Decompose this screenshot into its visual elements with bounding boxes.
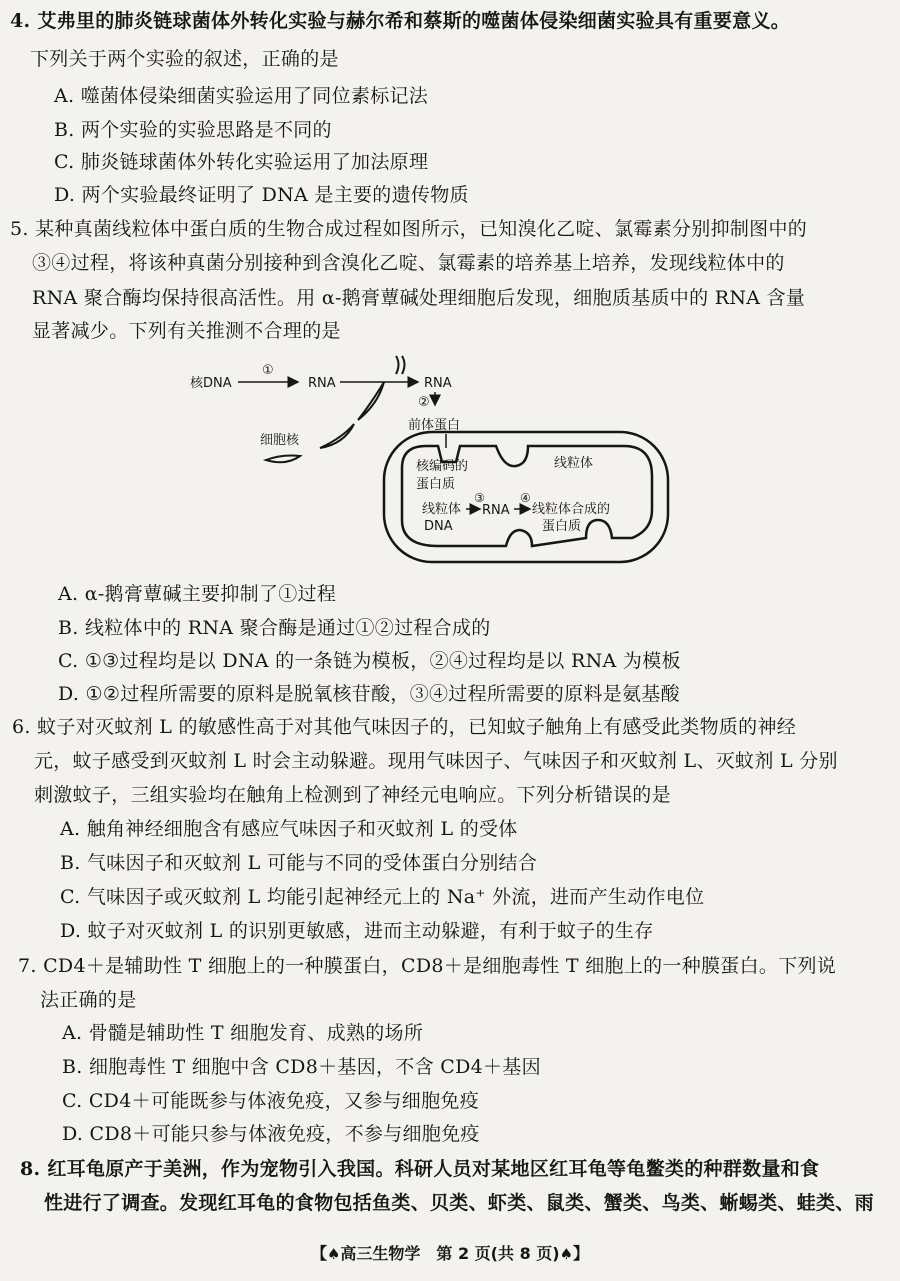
q4-option-b: B. 两个实验的实验思路是不同的: [54, 119, 332, 141]
step-4-label: ④: [520, 491, 531, 505]
mito-dna-label-2: DNA: [424, 519, 453, 534]
nuclear-encoded-label-1: 核编码的: [416, 459, 469, 474]
q6-option-c: C. 气味因子或灭蚊剂 L 均能引起神经元上的 Na⁺ 外流，进而产生动作电位: [60, 886, 705, 908]
mitochondrion-label: 线粒体: [554, 456, 594, 471]
q8-stem-line-2: 性进行了调查。发现红耳龟的食物包括鱼类、贝类、虾类、鼠类、蟹类、鸟类、蜥蜴类、蛙类、雨: [44, 1192, 874, 1214]
q4-option-c: C. 肺炎链球菌体外转化实验运用了加法原理: [54, 151, 429, 173]
spade-icon-right: ♠: [559, 1245, 574, 1263]
q5-stem-line-1: 5. 某种真菌线粒体中蛋白质的生物合成过程如图所示，已知溴化乙啶、氯霉素分别抑制图中的: [10, 218, 808, 240]
footer-bracket-right: 】: [573, 1244, 590, 1263]
rna-label-3: RNA: [482, 503, 510, 518]
q6-option-d: D. 蚊子对灭蚊剂 L 的识别更敏感，进而主动躲避，有利于蚊子的生存: [60, 920, 654, 942]
q5-option-c: C. ①③过程均是以 DNA 的一条链为模板，②④过程均是以 RNA 为模板: [58, 650, 681, 672]
footer-text: 高三生物学 第 2 页(共 8 页): [340, 1244, 560, 1263]
rna-label-1: RNA: [308, 376, 336, 391]
q4-option-d: D. 两个实验最终证明了 DNA 是主要的遗传物质: [54, 184, 469, 206]
step-1-label: ①: [262, 363, 274, 378]
mito-protein-label-2: 蛋白质: [542, 519, 582, 534]
step-3-label: ③: [474, 491, 485, 505]
q5-stem-line-4: 显著减少。下列有关推测不合理的是: [32, 320, 341, 342]
ribosome-icon: [396, 356, 405, 374]
mito-dna-label-1: 线粒体: [422, 502, 462, 517]
q7-option-d: D. CD8＋可能只参与体液免疫，不参与细胞免疫: [62, 1123, 480, 1145]
q8-stem-line-1: 8. 红耳龟原产于美洲，作为宠物引入我国。科研人员对某地区红耳龟等龟鳖类的种群数量和食: [20, 1158, 820, 1180]
q4-option-a: A. 噬菌体侵染细菌实验运用了同位素标记法: [54, 85, 429, 107]
rna-label-2: RNA: [424, 376, 452, 391]
q7-option-b: B. 细胞毒性 T 细胞中含 CD8＋基因，不含 CD4＋基因: [62, 1056, 541, 1078]
q5-option-b: B. 线粒体中的 RNA 聚合酶是通过①②过程合成的: [58, 617, 491, 639]
q6-stem-line-3: 刺激蚊子，三组实验均在触角上检测到了神经元电响应。下列分析错误的是: [34, 784, 671, 806]
nuclear-envelope-fragments: [266, 382, 384, 462]
q6-stem-line-2: 元，蚊子感受到灭蚊剂 L 时会主动躲避。现用气味因子、气味因子和灭蚊剂 L、灭蚊剂 L 分别: [34, 750, 838, 772]
q5-option-d: D. ①②过程所需要的原料是脱氧核苷酸，③④过程所需要的原料是氨基酸: [58, 683, 680, 705]
page-footer: [0, 1243, 900, 1265]
footer-bracket-left: 【: [310, 1244, 327, 1263]
q6-option-b: B. 气味因子和灭蚊剂 L 可能与不同的受体蛋白分别结合: [60, 852, 538, 874]
q5-stem-line-3: RNA 聚合酶均保持很高活性。用 α-鹅膏蕈碱处理细胞后发现，细胞质基质中的 RNA 含量: [32, 287, 806, 309]
nuclear-dna-label: 核DNA: [190, 376, 232, 391]
q7-option-c: C. CD4＋可能既参与体液免疫，又参与细胞免疫: [62, 1090, 479, 1112]
q6-option-a: A. 触角神经细胞含有感应气味因子和灭蚊剂 L 的受体: [60, 818, 518, 840]
step-2-label: ②: [418, 395, 430, 410]
q4-stem-line-1: 4. 艾弗里的肺炎链球菌体外转化实验与赫尔希和蔡斯的噬菌体侵染细菌实验具有重要意义。: [10, 10, 791, 32]
q4-stem-line-2: 下列关于两个实验的叙述，正确的是: [30, 48, 339, 70]
q5-option-a: A. α-鹅膏蕈碱主要抑制了①过程: [58, 583, 337, 605]
nuclear-encoded-label-2: 蛋白质: [416, 477, 456, 492]
q7-stem-line-2: 法正确的是: [40, 989, 137, 1011]
mito-protein-label-1: 线粒体合成的: [532, 502, 611, 517]
protein-synthesis-diagram: [180, 350, 680, 575]
precursor-protein-label: 前体蛋白: [408, 418, 461, 433]
spade-icon-left: ♠: [326, 1245, 341, 1263]
nucleus-label: 细胞核: [260, 433, 300, 448]
q6-stem-line-1: 6. 蚊子对灭蚊剂 L 的敏感性高于对其他气味因子的，已知蚊子触角上有感受此类物质的神经: [12, 716, 797, 738]
q5-stem-line-2: ③④过程，将该种真菌分别接种到含溴化乙啶、氯霉素的培养基上培养，发现线粒体中的: [32, 252, 785, 274]
q7-option-a: A. 骨髓是辅助性 T 细胞发育、成熟的场所: [62, 1022, 424, 1044]
q7-stem-line-1: 7. CD4＋是辅助性 T 细胞上的一种膜蛋白，CD8＋是细胞毒性 T 细胞上的一种膜蛋白。下列说: [18, 955, 837, 977]
